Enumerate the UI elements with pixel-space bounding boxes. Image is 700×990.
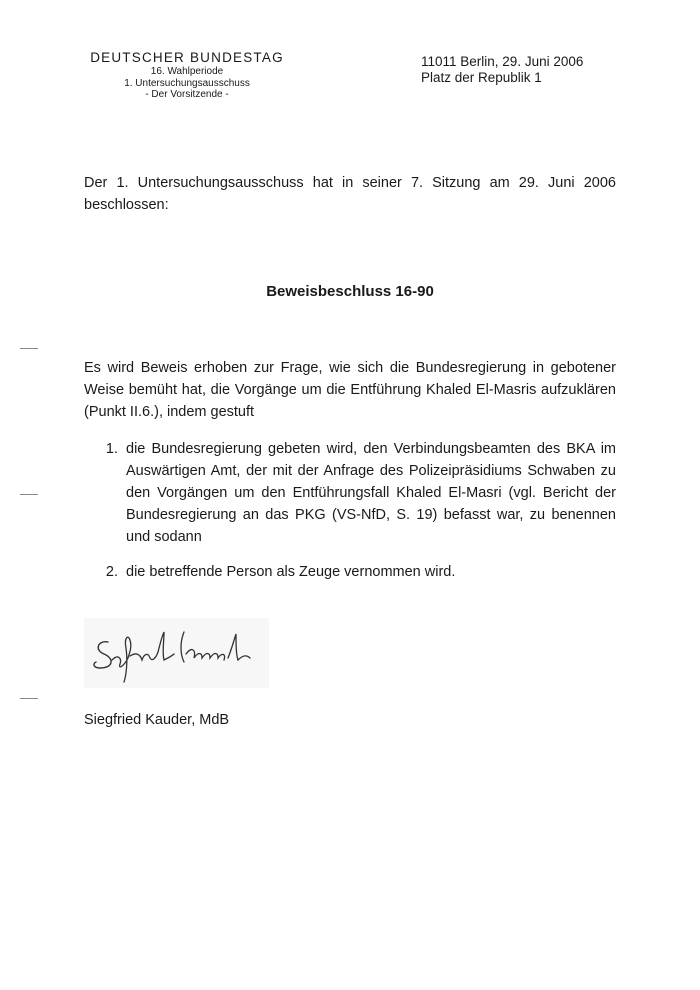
signature-image (84, 618, 269, 688)
list-item-text: die betreffende Person als Zeuge vernommen wird. (126, 564, 456, 580)
signature-scribble (84, 618, 269, 688)
list-item (84, 438, 616, 548)
letterhead (82, 50, 292, 101)
resolution-paragraph: Es wird Beweis erhoben zur Frage, wie sich die Bundesregierung in gebotener Weise bemüht hat, die Vorgänge um die Entführung Khaled El-Masris aufzuklären (Punkt II.6.), indem gestuft (84, 360, 616, 420)
list-item-number: 1. (105, 441, 118, 457)
letterhead-org: DEUTSCHER BUNDESTAG (90, 50, 284, 65)
margin-mark (20, 494, 38, 495)
letterhead-role: - Der Vorsitzende - (145, 89, 229, 100)
margin-mark (20, 698, 38, 699)
intro-text: Der 1. Untersuchungsausschuss hat in seiner 7. Sitzung am 29. Juni 2006 beschlossen: (84, 175, 616, 213)
letterhead-period: 16. Wahlperiode (150, 66, 224, 77)
list-item-text: die Bundesregierung gebeten wird, den Verbindungsbeamten des BKA im Auswärtigen Amt, der mit der Anfrage des Polizeipräsidiums Schwaben zu den Vorgängen um den Entführungsfall Khaled El-Masri (vgl. Bericht der Bundesregierung an das PKG (VS-NfD, S. 19) befasst war, zu benennen und sodann (126, 441, 616, 545)
list-item (84, 561, 616, 583)
address: Platz der Republik 1 (421, 70, 542, 85)
margin-mark (20, 348, 38, 349)
place-date: 11011 Berlin, 29. Juni 2006 (421, 54, 584, 69)
list-item-number: 2. (105, 564, 118, 580)
letterhead-committee: 1. Untersuchungsausschuss (124, 77, 250, 89)
date-block (421, 54, 583, 86)
signer-name: Siegfried Kauder, MdB (84, 712, 230, 728)
resolution-title: Beweisbeschluss 16-90 (266, 283, 434, 300)
